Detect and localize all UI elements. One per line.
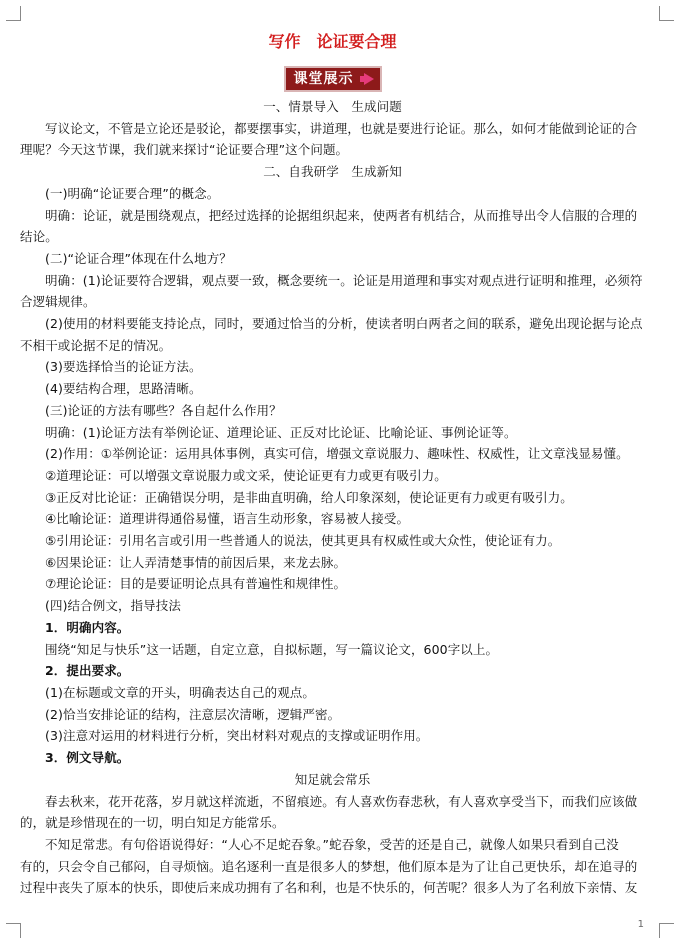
paragraph-line: (3)要选择恰当的论证方法。	[45, 359, 202, 375]
crop-mark-bottom-right	[659, 923, 674, 938]
numbered-item: 1．明确内容。	[45, 619, 130, 635]
paragraph-line: ③正反对比论证：正确错误分明，是非曲直明确，给人印象深刻，使论证更有力或更有吸引力。	[45, 489, 573, 505]
paragraph-line: 理呢？今天这节课，我们就来探讨“论证要合理”这个问题。	[20, 142, 349, 158]
paragraph-line: 写议论文，不管是立论还是驳论，都要摆事实，讲道理，也就是要进行论证。那么，如何才能做到论证的合	[45, 120, 638, 136]
paragraph-line: ⑤引用论证：引用名言或引用一些普通人的说法，使其更具有权威性或大众性，使论证有力。	[45, 533, 561, 549]
body-text	[20, 96, 645, 899]
paragraph-line: (1)在标题或文章的开头，明确表达自己的观点。	[45, 684, 316, 700]
paragraph-line: (2)使用的材料要能支持论点，同时，要通过恰当的分析，使读者明白两者之间的联系，避免出现论据与论点	[45, 316, 643, 332]
subheading: (三)论证的方法有哪些？各自起什么作用？	[45, 402, 282, 418]
subheading: (二)“论证合理”体现在什么地方？	[45, 250, 232, 266]
banner-arrowhead-icon	[364, 73, 374, 85]
subheading: (一)明确“论证要合理”的概念。	[45, 185, 220, 201]
paragraph-line: ④比喻论证：道理讲得通俗易懂，语言生动形象，容易被人接受。	[45, 511, 410, 527]
paragraph-line: 围绕“知足与快乐”这一话题，自定立意，自拟标题，写一篇议论文，600字以上。	[45, 641, 499, 657]
numbered-item: 3．例文导航。	[45, 750, 130, 766]
paragraph-line: (3)注意对运用的材料进行分析，突出材料对观点的支撑或证明作用。	[45, 728, 429, 744]
paragraph-line: 春去秋来，花开花落，岁月就这样流逝，不留痕迹。有人喜欢伤春悲秋，有人喜欢享受当下，而我们应该做	[45, 793, 638, 809]
paragraph-line: ⑥因果论证：让人弄清楚事情的前因后果，来龙去脉。	[45, 554, 347, 570]
paragraph-line: (2)作用：①举例论证：运用具体事例，真实可信，增强文章说服力、趣味性、权威性，让文章浅显易懂。	[45, 446, 629, 462]
paragraph-line: 明确：论证，就是围绕观点，把经过选择的论据组织起来，使两者有机结合，从而推导出令人信服的合理的	[45, 207, 638, 223]
paragraph-line: ⑦理论论证：目的是要证明论点具有普遍性和规律性。	[45, 576, 347, 592]
section-banner-wrap	[20, 66, 645, 96]
paragraph-line: (4)要结构合理，思路清晰。	[45, 381, 202, 397]
paragraph-line: 的，就是珍惜现在的一切，明白知足方能常乐。	[20, 815, 285, 831]
page-number: 1	[637, 919, 644, 930]
page-title: 写作 论证要合理	[268, 32, 397, 51]
section-heading: 一、情景导入 生成问题	[263, 99, 402, 114]
crop-mark-top-left	[6, 6, 21, 21]
paragraph-line: 结论。	[20, 229, 58, 245]
document-page	[20, 30, 645, 899]
essay-title: 知足就会常乐	[294, 771, 371, 787]
subheading: (四)结合例文，指导技法	[45, 598, 181, 614]
section-banner	[284, 66, 382, 92]
numbered-item: 2．提出要求。	[45, 663, 130, 679]
paragraph-line: 不知足常悲。有句俗语说得好：“人心不足蛇吞象。”蛇吞象，受苦的还是自己，就像人如果只看到自己没	[45, 836, 619, 852]
crop-mark-bottom-left	[6, 923, 21, 938]
crop-mark-top-right	[659, 6, 674, 21]
paragraph-line: 明确：(1)论证方法有举例论证、道理论证、正反对比论证、比喻论证、事例论证等。	[45, 424, 517, 440]
paragraph-line: 合逻辑规律。	[20, 294, 96, 310]
paragraph-line: 不相干或论据不足的情况。	[20, 337, 172, 353]
paragraph-line: 过程中丧失了原本的快乐，即使后来成功拥有了名和利，也是不快乐的，何苦呢？很多人为了名利放下亲情、友	[20, 880, 638, 896]
paragraph-line: ②道理论证：可以增强文章说服力或文采，使论证更有力或更有吸引力。	[45, 467, 447, 483]
section-banner-label: 课堂展示	[293, 71, 354, 87]
paragraph-line: 明确：(1)论证要符合逻辑，观点要一致，概念要统一。论证是用道理和事实对观点进行证明和推理，必须符	[45, 272, 643, 288]
paragraph-line: (2)恰当安排论证的结构，注意层次清晰，逻辑严密。	[45, 706, 341, 722]
section-heading: 二、自我研学 生成新知	[263, 164, 402, 180]
paragraph-line: 有的，只会令自己郁闷，自寻烦恼。追名逐利一直是很多人的梦想，他们原本是为了让自己更快乐，却在追寻的	[20, 858, 638, 874]
